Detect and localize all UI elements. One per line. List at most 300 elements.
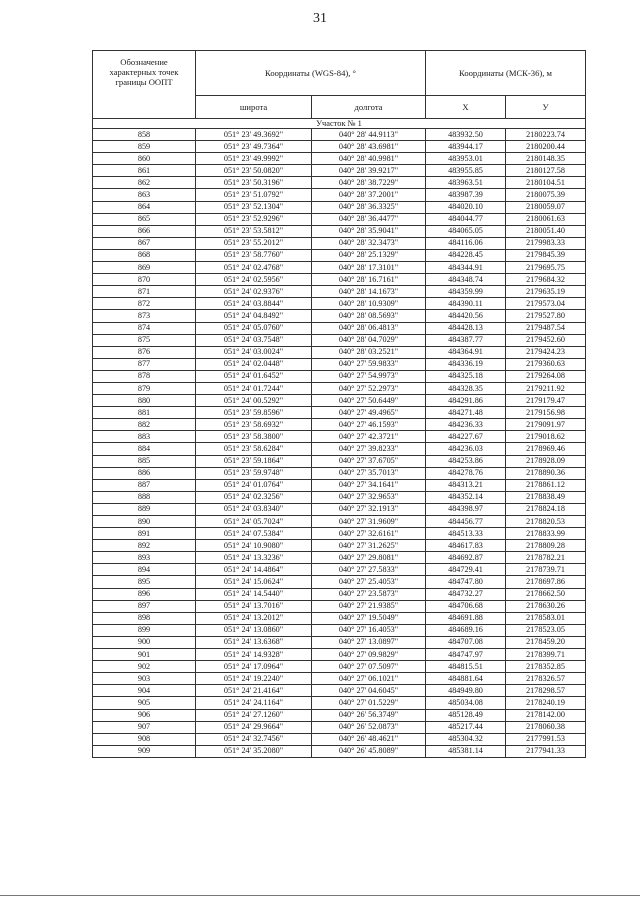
longitude-cell: 040° 28' 32.3473" [312,237,426,249]
x-cell: 484359.99 [426,286,506,298]
x-cell: 483932.50 [426,129,506,141]
latitude-cell: 051° 23' 53.5812" [196,225,312,237]
table-row [93,624,586,636]
y-cell: 2179573.04 [506,298,586,310]
latitude-cell: 051° 24' 02.4768" [196,262,312,274]
y-cell: 2179527.80 [506,310,586,322]
table-row [93,733,586,745]
y-cell: 2178809.28 [506,540,586,552]
point-id-cell: 880 [93,395,196,407]
point-id-cell: 903 [93,673,196,685]
table-row [93,649,586,661]
longitude-cell: 040° 27' 32.9653" [312,491,426,503]
latitude-cell: 051° 23' 49.9992" [196,153,312,165]
point-id-cell: 868 [93,249,196,261]
latitude-cell: 051° 24' 13.2012" [196,612,312,624]
y-cell: 2178298.57 [506,685,586,697]
latitude-cell: 051° 23' 59.9748" [196,467,312,479]
table-row [93,709,586,721]
table-row [93,395,586,407]
table-row [93,322,586,334]
y-cell: 2178240.19 [506,697,586,709]
longitude-cell: 040° 28' 43.6981" [312,141,426,153]
longitude-cell: 040° 27' 52.2973" [312,382,426,394]
x-cell: 484236.33 [426,419,506,431]
point-id-cell: 892 [93,540,196,552]
table-row [93,431,586,443]
y-cell: 2179845.39 [506,249,586,261]
longitude-cell: 040° 27' 19.5049" [312,612,426,624]
header-latitude: широта [196,96,312,119]
table-row [93,274,586,286]
point-id-cell: 894 [93,564,196,576]
latitude-cell: 051° 24' 00.5292" [196,395,312,407]
latitude-cell: 051° 24' 02.3256" [196,491,312,503]
y-cell: 2178399.71 [506,649,586,661]
latitude-cell: 051° 24' 32.7456" [196,733,312,745]
x-cell: 484732.27 [426,588,506,600]
latitude-cell: 051° 24' 03.0024" [196,346,312,358]
point-id-cell: 864 [93,201,196,213]
longitude-cell: 040° 27' 04.6045" [312,685,426,697]
y-cell: 2178861.12 [506,479,586,491]
x-cell: 484747.97 [426,649,506,661]
longitude-cell: 040° 28' 38.7229" [312,177,426,189]
x-cell: 484344.91 [426,262,506,274]
latitude-cell: 051° 24' 02.5956" [196,274,312,286]
x-cell: 484691.88 [426,612,506,624]
y-cell: 2179211.92 [506,382,586,394]
x-cell: 484949.80 [426,685,506,697]
y-cell: 2180059.07 [506,201,586,213]
table-row [93,370,586,382]
longitude-cell: 040° 28' 36.4477" [312,213,426,225]
y-cell: 2178142.00 [506,709,586,721]
x-cell: 485381.14 [426,745,506,757]
table-row [93,237,586,249]
point-id-cell: 869 [93,262,196,274]
latitude-cell: 051° 24' 17.0964" [196,661,312,673]
point-id-cell: 886 [93,467,196,479]
y-cell: 2179487.54 [506,322,586,334]
latitude-cell: 051° 24' 13.3236" [196,552,312,564]
longitude-cell: 040° 26' 52.0873" [312,721,426,733]
x-cell: 484706.68 [426,600,506,612]
point-id-cell: 882 [93,419,196,431]
latitude-cell: 051° 23' 49.3692" [196,129,312,141]
table-row [93,455,586,467]
y-cell: 2178782.21 [506,552,586,564]
latitude-cell: 051° 24' 04.8492" [196,310,312,322]
longitude-cell: 040° 27' 50.6449" [312,395,426,407]
x-cell: 484387.77 [426,334,506,346]
latitude-cell: 051° 24' 02.9376" [196,286,312,298]
x-cell: 483987.39 [426,189,506,201]
longitude-cell: 040° 27' 49.4965" [312,407,426,419]
table-row [93,407,586,419]
y-cell: 2180148.35 [506,153,586,165]
x-cell: 484881.64 [426,673,506,685]
point-id-cell: 896 [93,588,196,600]
longitude-cell: 040° 28' 04.7029" [312,334,426,346]
point-id-cell: 888 [93,491,196,503]
latitude-cell: 051° 23' 58.6932" [196,419,312,431]
y-cell: 2180200.44 [506,141,586,153]
point-id-cell: 883 [93,431,196,443]
x-cell: 484456.77 [426,516,506,528]
table-row [93,636,586,648]
table-row [93,189,586,201]
section-label: Участок № 1 [93,119,586,129]
x-cell: 483963.51 [426,177,506,189]
point-id-cell: 907 [93,721,196,733]
y-cell: 2178820.53 [506,516,586,528]
table-row [93,528,586,540]
table-row [93,213,586,225]
x-cell: 484328.35 [426,382,506,394]
x-cell: 484390.11 [426,298,506,310]
point-id-cell: 861 [93,165,196,177]
y-cell: 2180061.63 [506,213,586,225]
point-id-cell: 906 [93,709,196,721]
longitude-cell: 040° 28' 16.7161" [312,274,426,286]
longitude-cell: 040° 27' 13.0897" [312,636,426,648]
longitude-cell: 040° 27' 01.5229" [312,697,426,709]
y-cell: 2178630.26 [506,600,586,612]
latitude-cell: 051° 24' 07.5384" [196,528,312,540]
x-cell: 484020.10 [426,201,506,213]
latitude-cell: 051° 24' 14.4864" [196,564,312,576]
table-row [93,334,586,346]
latitude-cell: 051° 24' 03.8844" [196,298,312,310]
table-row [93,382,586,394]
longitude-cell: 040° 27' 16.4053" [312,624,426,636]
latitude-cell: 051° 24' 13.6368" [196,636,312,648]
longitude-cell: 040° 27' 06.1021" [312,673,426,685]
x-cell: 484692.87 [426,552,506,564]
table-row [93,177,586,189]
latitude-cell: 051° 24' 13.7016" [196,600,312,612]
table-row [93,697,586,709]
y-cell: 2180075.39 [506,189,586,201]
table-row [93,201,586,213]
latitude-cell: 051° 23' 58.7760" [196,249,312,261]
x-cell: 484227.67 [426,431,506,443]
header-row [93,51,586,96]
point-id-cell: 881 [93,407,196,419]
y-cell: 2178583.01 [506,612,586,624]
x-cell: 484065.05 [426,225,506,237]
table-row [93,310,586,322]
point-id-cell: 865 [93,213,196,225]
section-row [93,119,586,129]
y-cell: 2178838.49 [506,491,586,503]
latitude-cell: 051° 24' 27.1260" [196,709,312,721]
latitude-cell: 051° 23' 50.3196" [196,177,312,189]
latitude-cell: 051° 23' 49.7364" [196,141,312,153]
latitude-cell: 051° 24' 35.2080" [196,745,312,757]
y-cell: 2178060.38 [506,721,586,733]
x-cell: 484689.16 [426,624,506,636]
latitude-cell: 051° 23' 52.1304" [196,201,312,213]
x-cell: 484398.97 [426,503,506,515]
x-cell: 484291.86 [426,395,506,407]
table-row [93,588,586,600]
point-id-cell: 885 [93,455,196,467]
latitude-cell: 051° 24' 21.4164" [196,685,312,697]
latitude-cell: 051° 24' 01.0764" [196,479,312,491]
longitude-cell: 040° 26' 48.4621" [312,733,426,745]
point-id-cell: 887 [93,479,196,491]
table-row [93,249,586,261]
y-cell: 2180051.40 [506,225,586,237]
longitude-cell: 040° 26' 56.3749" [312,709,426,721]
y-cell: 2178824.18 [506,503,586,515]
point-id-cell: 858 [93,129,196,141]
latitude-cell: 051° 24' 01.7244" [196,382,312,394]
x-cell: 484313.21 [426,479,506,491]
longitude-cell: 040° 26' 45.8089" [312,745,426,757]
x-cell: 484336.19 [426,358,506,370]
point-id-cell: 859 [93,141,196,153]
point-id-cell: 870 [93,274,196,286]
latitude-cell: 051° 24' 02.0448" [196,358,312,370]
latitude-cell: 051° 24' 15.0624" [196,576,312,588]
x-cell: 484352.14 [426,491,506,503]
y-cell: 2179091.97 [506,419,586,431]
point-id-cell: 909 [93,745,196,757]
y-cell: 2180127.58 [506,165,586,177]
point-id-cell: 889 [93,503,196,515]
point-id-cell: 871 [93,286,196,298]
longitude-cell: 040° 27' 34.1641" [312,479,426,491]
latitude-cell: 051° 24' 05.7024" [196,516,312,528]
y-cell: 2179684.32 [506,274,586,286]
longitude-cell: 040° 28' 37.2001" [312,189,426,201]
longitude-cell: 040° 27' 31.2625" [312,540,426,552]
longitude-cell: 040° 28' 14.1673" [312,286,426,298]
y-cell: 2178523.05 [506,624,586,636]
header-msk36: Координаты (МСК-36), м [426,51,586,96]
table-row [93,298,586,310]
longitude-cell: 040° 28' 35.9041" [312,225,426,237]
y-cell: 2179635.19 [506,286,586,298]
table-row [93,673,586,685]
longitude-cell: 040° 27' 29.8081" [312,552,426,564]
longitude-cell: 040° 27' 25.4053" [312,576,426,588]
y-cell: 2179179.47 [506,395,586,407]
page-number: 31 [313,11,327,26]
longitude-cell: 040° 27' 37.6705" [312,455,426,467]
longitude-cell: 040° 28' 39.9217" [312,165,426,177]
table-row [93,165,586,177]
table-row [93,286,586,298]
latitude-cell: 051° 24' 14.5440" [196,588,312,600]
y-cell: 2177941.33 [506,745,586,757]
point-id-cell: 874 [93,322,196,334]
point-id-cell: 862 [93,177,196,189]
longitude-cell: 040° 28' 06.4813" [312,322,426,334]
point-id-cell: 867 [93,237,196,249]
page-bottom-rule [0,895,640,896]
x-cell: 484815.51 [426,661,506,673]
table-row [93,346,586,358]
table-row [93,540,586,552]
y-cell: 2178459.20 [506,636,586,648]
longitude-cell: 040° 28' 36.3325" [312,201,426,213]
y-cell: 2178352.85 [506,661,586,673]
table-row [93,516,586,528]
table-row [93,685,586,697]
y-cell: 2179264.08 [506,370,586,382]
y-cell: 2178928.09 [506,455,586,467]
y-cell: 2179156.98 [506,407,586,419]
table-row [93,612,586,624]
latitude-cell: 051° 23' 58.6284" [196,443,312,455]
point-id-cell: 898 [93,612,196,624]
y-cell: 2178890.36 [506,467,586,479]
x-cell: 485304.32 [426,733,506,745]
table-row [93,225,586,237]
longitude-cell: 040° 27' 32.6161" [312,528,426,540]
y-cell: 2180104.51 [506,177,586,189]
point-id-cell: 860 [93,153,196,165]
point-id-cell: 900 [93,636,196,648]
x-cell: 485128.49 [426,709,506,721]
point-id-cell: 901 [93,649,196,661]
table-row [93,419,586,431]
latitude-cell: 051° 23' 59.8596" [196,407,312,419]
table-row [93,721,586,733]
longitude-cell: 040° 28' 17.3101" [312,262,426,274]
point-id-cell: 873 [93,310,196,322]
table-row [93,129,586,141]
table-row [93,600,586,612]
x-cell: 484325.18 [426,370,506,382]
table-row [93,467,586,479]
point-id-cell: 890 [93,516,196,528]
longitude-cell: 040° 27' 39.8233" [312,443,426,455]
y-cell: 2179018.62 [506,431,586,443]
x-cell: 484420.56 [426,310,506,322]
x-cell: 484707.08 [426,636,506,648]
latitude-cell: 051° 24' 19.2240" [196,673,312,685]
point-id-cell: 872 [93,298,196,310]
latitude-cell: 051° 23' 55.2012" [196,237,312,249]
latitude-cell: 051° 24' 05.0760" [196,322,312,334]
header-wgs84: Координаты (WGS-84), ° [196,51,426,96]
longitude-cell: 040° 28' 25.1329" [312,249,426,261]
point-id-cell: 908 [93,733,196,745]
longitude-cell: 040° 28' 03.2521" [312,346,426,358]
x-cell: 484348.74 [426,274,506,286]
longitude-cell: 040° 27' 32.1913" [312,503,426,515]
point-id-cell: 893 [93,552,196,564]
table-row [93,661,586,673]
latitude-cell: 051° 24' 24.1164" [196,697,312,709]
longitude-cell: 040° 28' 10.9309" [312,298,426,310]
header-y: У [506,96,586,119]
table-row [93,153,586,165]
y-cell: 2179452.60 [506,334,586,346]
table-row [93,443,586,455]
point-id-cell: 884 [93,443,196,455]
longitude-cell: 040° 28' 08.5693" [312,310,426,322]
point-id-cell: 902 [93,661,196,673]
point-id-cell: 897 [93,600,196,612]
y-cell: 2178969.46 [506,443,586,455]
latitude-cell: 051° 23' 52.9296" [196,213,312,225]
x-cell: 484253.86 [426,455,506,467]
y-cell: 2178326.57 [506,673,586,685]
longitude-cell: 040° 27' 59.9833" [312,358,426,370]
x-cell: 483953.01 [426,153,506,165]
x-cell: 484271.48 [426,407,506,419]
y-cell: 2179360.63 [506,358,586,370]
x-cell: 484364.91 [426,346,506,358]
header-x: X [426,96,506,119]
latitude-cell: 051° 23' 59.1864" [196,455,312,467]
x-cell: 483955.85 [426,165,506,177]
point-id-cell: 895 [93,576,196,588]
latitude-cell: 051° 24' 10.9080" [196,540,312,552]
x-cell: 484617.83 [426,540,506,552]
x-cell: 484236.03 [426,443,506,455]
longitude-cell: 040° 27' 35.7013" [312,467,426,479]
table-row [93,564,586,576]
longitude-cell: 040° 27' 42.3721" [312,431,426,443]
point-id-cell: 866 [93,225,196,237]
table-row [93,262,586,274]
y-cell: 2178833.99 [506,528,586,540]
longitude-cell: 040° 27' 23.5873" [312,588,426,600]
header-point-id: Обозначение характерных точек границы ООПТ [93,51,196,119]
latitude-cell: 051° 24' 03.8340" [196,503,312,515]
point-id-cell: 876 [93,346,196,358]
y-cell: 2179424.23 [506,346,586,358]
y-cell: 2180223.74 [506,129,586,141]
x-cell: 484116.06 [426,237,506,249]
longitude-cell: 040° 27' 31.9609" [312,516,426,528]
x-cell: 484278.76 [426,467,506,479]
point-id-cell: 875 [93,334,196,346]
latitude-cell: 051° 24' 01.6452" [196,370,312,382]
point-id-cell: 878 [93,370,196,382]
x-cell: 485217.44 [426,721,506,733]
x-cell: 483944.17 [426,141,506,153]
x-cell: 484513.33 [426,528,506,540]
table-row [93,141,586,153]
latitude-cell: 051° 23' 51.0792" [196,189,312,201]
longitude-cell: 040° 27' 21.9385" [312,600,426,612]
longitude-cell: 040° 27' 46.1593" [312,419,426,431]
point-id-cell: 904 [93,685,196,697]
latitude-cell: 051° 24' 13.0860" [196,624,312,636]
table-row [93,576,586,588]
table-row [93,745,586,757]
table-row [93,358,586,370]
x-cell: 484044.77 [426,213,506,225]
y-cell: 2178697.86 [506,576,586,588]
x-cell: 484228.45 [426,249,506,261]
latitude-cell: 051° 23' 58.3800" [196,431,312,443]
latitude-cell: 051° 24' 03.7548" [196,334,312,346]
table-row [93,491,586,503]
y-cell: 2178739.71 [506,564,586,576]
point-id-cell: 879 [93,382,196,394]
point-id-cell: 863 [93,189,196,201]
x-cell: 485034.08 [426,697,506,709]
